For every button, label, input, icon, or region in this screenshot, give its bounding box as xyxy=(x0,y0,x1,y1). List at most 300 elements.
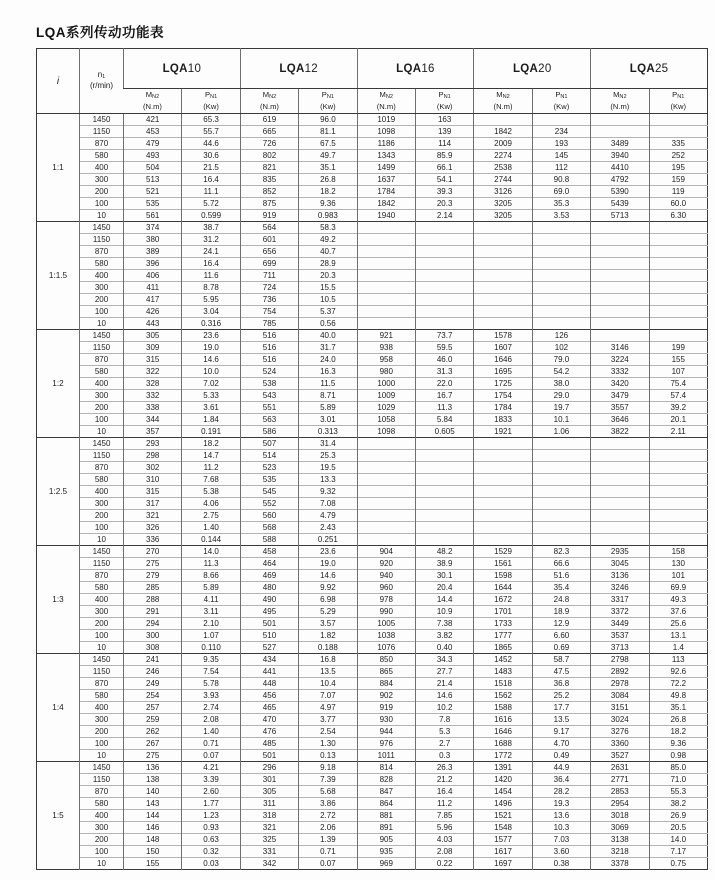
n1-sub: 1 xyxy=(102,73,106,80)
transmission-capacity-table xyxy=(36,48,708,870)
value-cell: 1098 xyxy=(357,426,415,438)
value-cell xyxy=(415,318,473,330)
value-cell: 9.36 xyxy=(649,738,707,750)
speed-cell: 580 xyxy=(80,474,124,486)
value-cell: 3537 xyxy=(591,630,649,642)
value-cell: 1784 xyxy=(474,402,532,414)
value-cell: 1577 xyxy=(474,834,532,846)
table-row xyxy=(37,762,708,774)
value-cell: 0.983 xyxy=(299,210,357,222)
value-cell xyxy=(532,498,590,510)
value-cell: 13.1 xyxy=(649,630,707,642)
value-cell: 4.97 xyxy=(299,702,357,714)
value-cell: 564 xyxy=(240,222,298,234)
value-cell: 0.188 xyxy=(299,642,357,654)
speed-cell: 1150 xyxy=(80,126,124,138)
page-title: LQA系列传动功能表 xyxy=(36,25,164,40)
value-cell: 656 xyxy=(240,246,298,258)
value-cell xyxy=(357,294,415,306)
value-cell: 1733 xyxy=(474,618,532,630)
value-cell: 10.3 xyxy=(532,822,590,834)
value-cell: 828 xyxy=(357,774,415,786)
speed-cell: 1450 xyxy=(80,438,124,450)
value-cell: 2935 xyxy=(591,546,649,558)
value-cell: 1617 xyxy=(474,846,532,858)
value-cell: 44.9 xyxy=(532,762,590,774)
value-cell xyxy=(357,438,415,450)
value-cell: 321 xyxy=(240,822,298,834)
speed-cell: 100 xyxy=(80,846,124,858)
value-cell: 13.3 xyxy=(299,474,357,486)
value-cell xyxy=(415,306,473,318)
model-header-LQA12: LQA12 xyxy=(240,49,357,89)
value-cell: 3246 xyxy=(591,582,649,594)
table-row xyxy=(37,126,708,138)
value-cell: 2631 xyxy=(591,762,649,774)
value-cell: 1038 xyxy=(357,630,415,642)
ratio-group-1-5 xyxy=(37,762,708,870)
value-cell: 0.71 xyxy=(182,738,240,750)
value-cell: 389 xyxy=(124,246,182,258)
value-cell: 315 xyxy=(124,486,182,498)
value-cell: 48.2 xyxy=(415,546,473,558)
table-row xyxy=(37,522,708,534)
speed-cell: 1450 xyxy=(80,222,124,234)
speed-cell: 1450 xyxy=(80,546,124,558)
value-cell xyxy=(532,510,590,522)
value-cell: 325 xyxy=(240,834,298,846)
value-cell: 92.6 xyxy=(649,666,707,678)
value-cell xyxy=(649,126,707,138)
value-cell: 155 xyxy=(124,858,182,870)
value-cell: 1725 xyxy=(474,378,532,390)
table-row xyxy=(37,414,708,426)
value-cell: 2978 xyxy=(591,678,649,690)
value-cell: 199 xyxy=(649,342,707,354)
value-cell: 443 xyxy=(124,318,182,330)
value-cell: 5713 xyxy=(591,210,649,222)
value-cell xyxy=(649,270,707,282)
value-cell: 7.39 xyxy=(299,774,357,786)
value-cell: 1.23 xyxy=(182,810,240,822)
ratio-cell: 1:2.5 xyxy=(48,487,68,496)
table-row xyxy=(37,546,708,558)
value-cell: 1865 xyxy=(474,642,532,654)
speed-cell: 200 xyxy=(80,294,124,306)
value-cell xyxy=(415,270,473,282)
table-row xyxy=(37,282,708,294)
value-cell: 1019 xyxy=(357,114,415,126)
value-cell: 144 xyxy=(124,810,182,822)
value-cell: 1.82 xyxy=(299,630,357,642)
value-cell xyxy=(591,270,649,282)
value-cell: 3.86 xyxy=(299,798,357,810)
speed-cell: 580 xyxy=(80,582,124,594)
table-row xyxy=(37,534,708,546)
value-cell: 510 xyxy=(240,630,298,642)
value-cell: 38.0 xyxy=(532,378,590,390)
value-cell: 46.0 xyxy=(415,354,473,366)
value-cell: 3479 xyxy=(591,390,649,402)
torque-subheader-LQA25: $M_{N2}$ (N.m) xyxy=(591,89,649,114)
value-cell: 195 xyxy=(649,162,707,174)
value-cell: 814 xyxy=(357,762,415,774)
value-cell: 2744 xyxy=(474,174,532,186)
value-cell xyxy=(474,270,532,282)
value-cell: 249 xyxy=(124,678,182,690)
speed-cell: 100 xyxy=(80,522,124,534)
value-cell: 4.03 xyxy=(415,834,473,846)
speed-cell: 200 xyxy=(80,726,124,738)
value-cell: 4.06 xyxy=(182,498,240,510)
table-row xyxy=(37,642,708,654)
speed-cell: 870 xyxy=(80,678,124,690)
value-cell xyxy=(474,438,532,450)
value-cell: 318 xyxy=(240,810,298,822)
speed-cell: 580 xyxy=(80,798,124,810)
value-cell: 3.61 xyxy=(182,402,240,414)
value-cell: 310 xyxy=(124,474,182,486)
ratio-group-1-2.5 xyxy=(37,438,708,546)
value-cell: 148 xyxy=(124,834,182,846)
value-cell: 296 xyxy=(240,762,298,774)
value-cell: 850 xyxy=(357,654,415,666)
table-row xyxy=(37,174,708,186)
value-cell: 19.0 xyxy=(299,558,357,570)
value-cell: 485 xyxy=(240,738,298,750)
value-cell: 18.9 xyxy=(532,606,590,618)
table-row xyxy=(37,858,708,870)
value-cell: 328 xyxy=(124,378,182,390)
value-cell: 736 xyxy=(240,294,298,306)
value-cell: 3.82 xyxy=(415,630,473,642)
value-cell: 3146 xyxy=(591,342,649,354)
value-cell: 6.60 xyxy=(532,630,590,642)
value-cell xyxy=(649,486,707,498)
value-cell: 0.110 xyxy=(182,642,240,654)
value-cell: 2.10 xyxy=(182,618,240,630)
value-cell xyxy=(591,462,649,474)
speed-cell: 1150 xyxy=(80,234,124,246)
speed-cell: 10 xyxy=(80,534,124,546)
value-cell: 479 xyxy=(124,138,182,150)
value-cell: 60.0 xyxy=(649,198,707,210)
value-cell: 14.0 xyxy=(182,546,240,558)
value-cell: 85.9 xyxy=(415,150,473,162)
value-cell: 126 xyxy=(532,330,590,342)
value-cell xyxy=(474,294,532,306)
table-row xyxy=(37,834,708,846)
speed-cell: 1150 xyxy=(80,774,124,786)
value-cell: 1343 xyxy=(357,150,415,162)
value-cell: 904 xyxy=(357,546,415,558)
value-cell: 305 xyxy=(240,786,298,798)
value-cell: 380 xyxy=(124,234,182,246)
value-cell: 49.2 xyxy=(299,234,357,246)
value-cell: 16.7 xyxy=(415,390,473,402)
value-cell: 535 xyxy=(240,474,298,486)
value-cell: 155 xyxy=(649,354,707,366)
value-cell: 112 xyxy=(532,162,590,174)
value-cell xyxy=(649,294,707,306)
value-cell: 138 xyxy=(124,774,182,786)
value-cell: 3024 xyxy=(591,714,649,726)
value-cell: 1483 xyxy=(474,666,532,678)
value-cell: 754 xyxy=(240,306,298,318)
value-cell: 5.3 xyxy=(415,726,473,738)
value-cell: 9.17 xyxy=(532,726,590,738)
value-cell: 336 xyxy=(124,534,182,546)
value-cell xyxy=(357,246,415,258)
table-row xyxy=(37,354,708,366)
value-cell: 2771 xyxy=(591,774,649,786)
table-row xyxy=(37,378,708,390)
value-cell: 0.71 xyxy=(299,846,357,858)
speed-cell: 10 xyxy=(80,858,124,870)
value-cell: 0.03 xyxy=(182,858,240,870)
table-row xyxy=(37,582,708,594)
model-header-LQA20: LQA20 xyxy=(474,49,591,89)
value-cell xyxy=(532,222,590,234)
table-row xyxy=(37,450,708,462)
value-cell: 5.72 xyxy=(182,198,240,210)
value-cell: 5.95 xyxy=(182,294,240,306)
value-cell: 85.0 xyxy=(649,762,707,774)
value-cell: 1521 xyxy=(474,810,532,822)
ratio-group-1-3 xyxy=(37,546,708,654)
table-row xyxy=(37,402,708,414)
speed-cell: 100 xyxy=(80,630,124,642)
speed-cell: 400 xyxy=(80,810,124,822)
value-cell xyxy=(591,486,649,498)
table-row xyxy=(37,426,708,438)
value-cell: 31.7 xyxy=(299,342,357,354)
value-cell: 5.78 xyxy=(182,678,240,690)
value-cell: 241 xyxy=(124,654,182,666)
value-cell: 10.5 xyxy=(299,294,357,306)
value-cell: 332 xyxy=(124,390,182,402)
value-cell: 665 xyxy=(240,126,298,138)
col-header-i: i xyxy=(37,49,80,114)
value-cell xyxy=(649,306,707,318)
value-cell: 0.07 xyxy=(182,750,240,762)
value-cell: 1833 xyxy=(474,414,532,426)
value-cell: 107 xyxy=(649,366,707,378)
value-cell: 3378 xyxy=(591,858,649,870)
value-cell: 847 xyxy=(357,786,415,798)
value-cell: 551 xyxy=(240,402,298,414)
value-cell: 3.04 xyxy=(182,306,240,318)
value-cell: 16.3 xyxy=(299,366,357,378)
value-cell: 7.85 xyxy=(415,810,473,822)
value-cell xyxy=(591,282,649,294)
value-cell: 2.60 xyxy=(182,786,240,798)
value-cell xyxy=(415,510,473,522)
value-cell xyxy=(591,114,649,126)
value-cell xyxy=(649,450,707,462)
value-cell: 5.37 xyxy=(299,306,357,318)
speed-cell: 1150 xyxy=(80,342,124,354)
value-cell: 3940 xyxy=(591,150,649,162)
value-cell: 476 xyxy=(240,726,298,738)
value-cell: 1701 xyxy=(474,606,532,618)
value-cell: 5.33 xyxy=(182,390,240,402)
value-cell: 568 xyxy=(240,522,298,534)
speed-cell: 300 xyxy=(80,174,124,186)
value-cell: 1697 xyxy=(474,858,532,870)
value-cell: 143 xyxy=(124,798,182,810)
value-cell: 0.56 xyxy=(299,318,357,330)
value-cell: 19.0 xyxy=(182,342,240,354)
value-cell: 54.1 xyxy=(415,174,473,186)
value-cell: 561 xyxy=(124,210,182,222)
value-cell: 3822 xyxy=(591,426,649,438)
value-cell: 465 xyxy=(240,702,298,714)
value-cell: 20.5 xyxy=(649,822,707,834)
table-row xyxy=(37,810,708,822)
value-cell: 1784 xyxy=(357,186,415,198)
value-cell: 535 xyxy=(124,198,182,210)
value-cell: 1940 xyxy=(357,210,415,222)
value-cell: 3138 xyxy=(591,834,649,846)
value-cell: 1644 xyxy=(474,582,532,594)
value-cell xyxy=(591,330,649,342)
value-cell: 5.84 xyxy=(415,414,473,426)
value-cell: 19.3 xyxy=(532,798,590,810)
value-cell: 3420 xyxy=(591,378,649,390)
table-row xyxy=(37,162,708,174)
value-cell: 1.84 xyxy=(182,414,240,426)
value-cell xyxy=(649,282,707,294)
value-cell: 1391 xyxy=(474,762,532,774)
value-cell: 0.75 xyxy=(649,858,707,870)
speed-cell: 580 xyxy=(80,366,124,378)
value-cell xyxy=(649,258,707,270)
value-cell: 990 xyxy=(357,606,415,618)
value-cell: 0.07 xyxy=(299,858,357,870)
value-cell xyxy=(474,222,532,234)
value-cell xyxy=(474,114,532,126)
value-cell xyxy=(474,282,532,294)
value-cell: 18.2 xyxy=(649,726,707,738)
value-cell: 921 xyxy=(357,330,415,342)
value-cell: 919 xyxy=(357,702,415,714)
model-header-LQA10: LQA10 xyxy=(124,49,241,89)
value-cell: 257 xyxy=(124,702,182,714)
value-cell xyxy=(532,450,590,462)
value-cell: 38.2 xyxy=(649,798,707,810)
value-cell: 1672 xyxy=(474,594,532,606)
value-cell: 51.6 xyxy=(532,570,590,582)
value-cell: 980 xyxy=(357,366,415,378)
speed-cell: 400 xyxy=(80,162,124,174)
value-cell: 270 xyxy=(124,546,182,558)
value-cell xyxy=(357,282,415,294)
value-cell: 406 xyxy=(124,270,182,282)
ratio-group-1-1.5 xyxy=(37,222,708,330)
value-cell: 19.5 xyxy=(299,462,357,474)
table-row xyxy=(37,114,708,126)
speed-cell: 400 xyxy=(80,378,124,390)
value-cell: 3018 xyxy=(591,810,649,822)
value-cell: 321 xyxy=(124,510,182,522)
value-cell: 1.39 xyxy=(299,834,357,846)
torque-subheader-LQA12: $M_{N2}$ (N.m) xyxy=(240,89,298,114)
value-cell: 821 xyxy=(240,162,298,174)
value-cell xyxy=(357,522,415,534)
value-cell xyxy=(357,486,415,498)
value-cell: 2009 xyxy=(474,138,532,150)
value-cell xyxy=(357,534,415,546)
table-row xyxy=(37,222,708,234)
value-cell: 69.9 xyxy=(649,582,707,594)
value-cell: 28.9 xyxy=(299,258,357,270)
value-cell: 71.0 xyxy=(649,774,707,786)
value-cell: 490 xyxy=(240,594,298,606)
value-cell: 5.89 xyxy=(182,582,240,594)
value-cell: 495 xyxy=(240,606,298,618)
value-cell: 21.4 xyxy=(415,678,473,690)
table-row xyxy=(37,474,708,486)
table-row xyxy=(37,726,708,738)
value-cell xyxy=(591,294,649,306)
torque-subheader-LQA10: $M_{N2}$ (N.m) xyxy=(124,89,182,114)
value-cell: 5.96 xyxy=(415,822,473,834)
value-cell: 38.9 xyxy=(415,558,473,570)
value-cell: 0.93 xyxy=(182,822,240,834)
value-cell: 470 xyxy=(240,714,298,726)
speed-cell: 300 xyxy=(80,606,124,618)
value-cell xyxy=(415,294,473,306)
value-cell xyxy=(474,462,532,474)
value-cell: 26.9 xyxy=(649,810,707,822)
power-subheader-LQA12: $P_{N1}$ (Kw) xyxy=(299,89,357,114)
value-cell: 1695 xyxy=(474,366,532,378)
value-cell: 31.2 xyxy=(182,234,240,246)
value-cell: 5390 xyxy=(591,186,649,198)
value-cell: 298 xyxy=(124,450,182,462)
value-cell xyxy=(474,522,532,534)
value-cell: 516 xyxy=(240,330,298,342)
value-cell: 6.98 xyxy=(299,594,357,606)
table-row xyxy=(37,330,708,342)
value-cell: 411 xyxy=(124,282,182,294)
value-cell: 0.251 xyxy=(299,534,357,546)
value-cell: 55.7 xyxy=(182,126,240,138)
value-cell: 374 xyxy=(124,222,182,234)
value-cell: 2.74 xyxy=(182,702,240,714)
value-cell: 538 xyxy=(240,378,298,390)
value-cell: 21.2 xyxy=(415,774,473,786)
value-cell: 11.5 xyxy=(299,378,357,390)
table-row xyxy=(37,798,708,810)
value-cell: 10.0 xyxy=(182,366,240,378)
value-cell: 13.6 xyxy=(532,810,590,822)
table-row xyxy=(37,702,708,714)
value-cell xyxy=(591,222,649,234)
value-cell: 1029 xyxy=(357,402,415,414)
value-cell: 6.30 xyxy=(649,210,707,222)
value-cell: 11.1 xyxy=(182,186,240,198)
value-cell: 516 xyxy=(240,354,298,366)
speed-cell: 300 xyxy=(80,282,124,294)
table-row xyxy=(37,234,708,246)
speed-cell: 1450 xyxy=(80,654,124,666)
value-cell: 136 xyxy=(124,762,182,774)
value-cell xyxy=(415,534,473,546)
value-cell: 1921 xyxy=(474,426,532,438)
value-cell xyxy=(591,498,649,510)
